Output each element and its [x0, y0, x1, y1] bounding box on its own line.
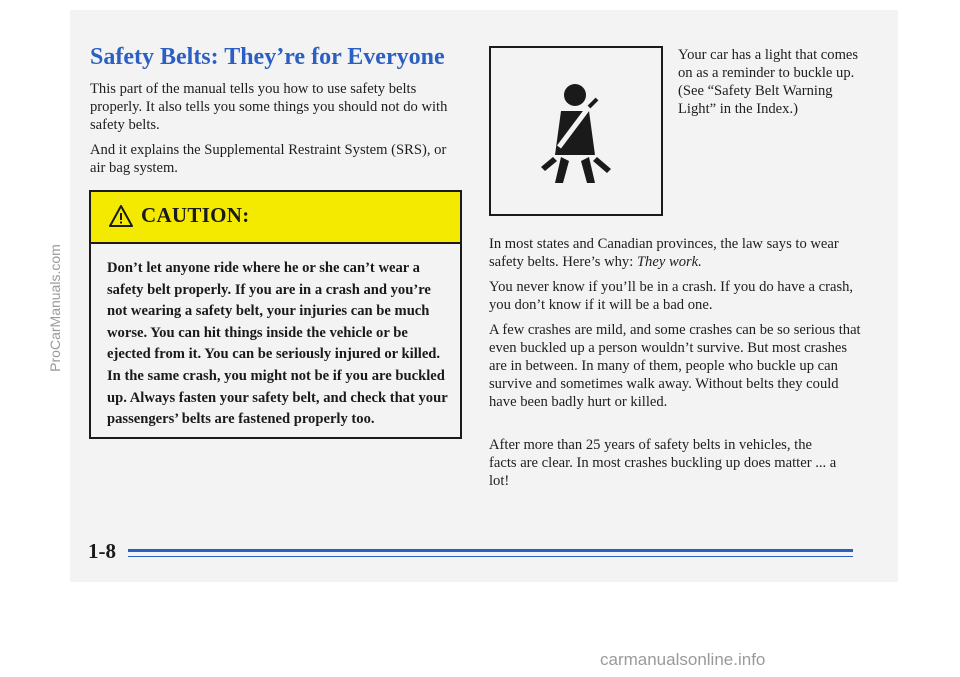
crash-severity-paragraph: A few crashes are mild, and some crashes can be so serious that even buckled up a person wouldn’t survive. But most crashes are in between. In many of them, people who buckle up can survive and sometimes walk away. Without belts they could have been badly hurt or killed.: [489, 322, 861, 410]
caution-text: Don’t let anyone ride where he or she can’t wear a safety belt properly. If you are in a crash and you’re not wearing a safety belt, your injuries can be much worse. You can hit things inside the vehicle or be ejected from it. You can be seriously injured or killed. In the same crash, you might not be if you are buckled up. Always fasten your safety belt, and check that your passengers’ belts are fastened properly too.: [107, 260, 448, 428]
srs-paragraph: And it explains the Supplemental Restraint System (SRS), or air bag system.: [90, 142, 447, 176]
bottom-watermark: carmanualsonline.info: [600, 650, 766, 669]
law-text: In most states and Canadian provinces, the law says to wear safety belts. Here’s why:: [489, 236, 839, 270]
footer-rule-bottom: [128, 556, 853, 557]
page-title: Safety Belts: They’re for Everyone: [90, 44, 445, 70]
warning-light-paragraph: Your car has a light that comes on as a reminder to buckle up. (See “Safety Belt Warning Light” in the Index.): [678, 47, 859, 117]
intro-paragraph: This part of the manual tells you how to use safety belts properly. It also tells you some things you should not do with safety belts.: [90, 81, 448, 133]
seatbelt-icon-box: [489, 46, 663, 216]
page-number: 1-8: [88, 539, 116, 563]
caution-box: [89, 190, 462, 439]
law-emphasis: They work.: [636, 254, 702, 270]
footer-rule-top: [128, 549, 853, 552]
seatbelt-icon: [539, 81, 613, 193]
caution-label: CAUTION:: [141, 203, 250, 227]
caution-header: [91, 192, 460, 244]
caution-triangle-icon: [108, 204, 134, 228]
crash-paragraph: You never know if you’ll be in a crash. If you do have a crash, you don’t know if it will be a bad one.: [489, 279, 854, 313]
facts-paragraph: After more than 25 years of safety belts in vehicles, the facts are clear. In most crashes buckling up does matter ... a lot!: [489, 437, 837, 489]
law-paragraph: [489, 235, 859, 271]
side-watermark: ProCarManuals.com: [47, 244, 63, 372]
